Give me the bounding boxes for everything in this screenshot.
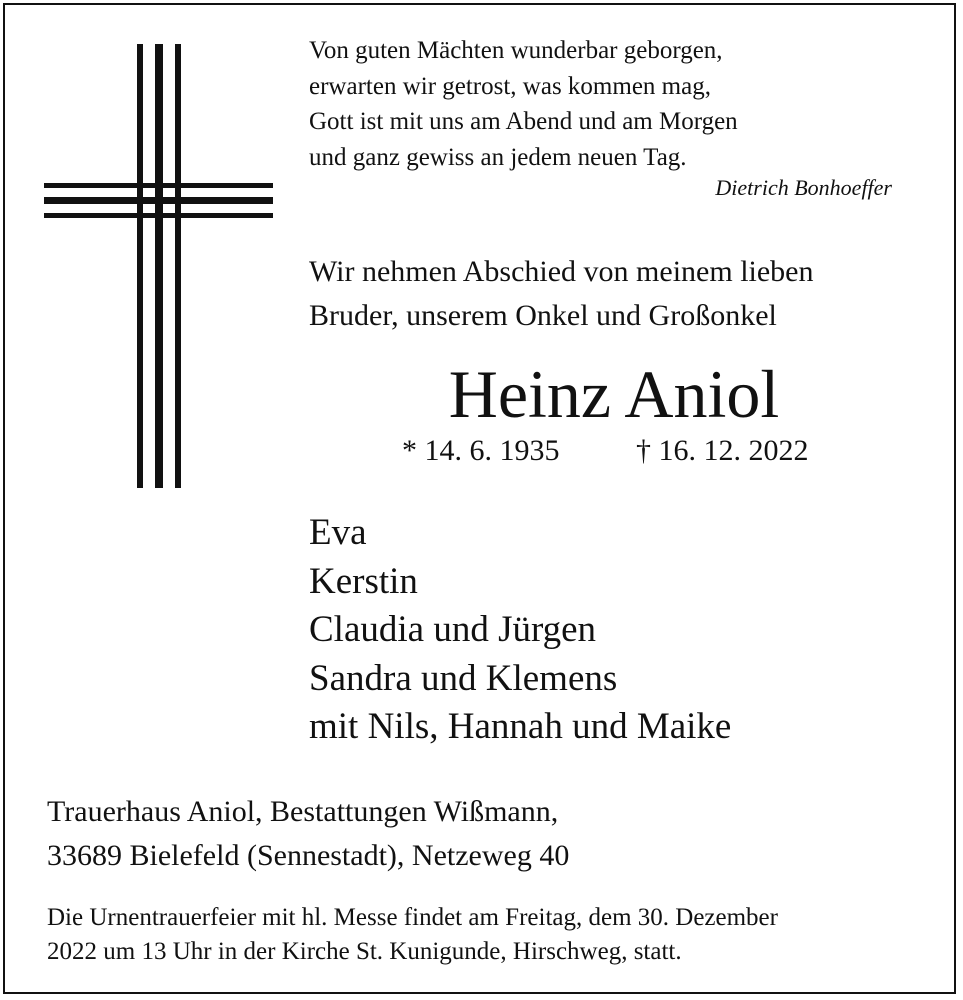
deceased-name: Heinz Aniol [448, 356, 780, 432]
mourner-entry: Claudia und Jürgen [309, 609, 597, 650]
mourners-list [309, 509, 731, 752]
intro-line: Bruder, unserem Onkel und Großonkel [309, 299, 777, 332]
poem-quote [309, 33, 738, 175]
service-line: Die Urnentrauerfeier mit hl. Messe findet am Freitag, dem 30. Dezember [47, 904, 778, 931]
mourner-entry: Kerstin [309, 560, 418, 602]
farewell-intro [309, 250, 814, 338]
service-notice [47, 901, 778, 969]
address-line: Trauerhaus Aniol, Bestattungen Wißmann, [47, 795, 559, 828]
mourner-entry: Eva [309, 512, 367, 553]
death-date: † 16. 12. 2022 [636, 434, 809, 467]
birth-date: * 14. 6. 1935 [402, 434, 560, 467]
intro-line: Wir nehmen Abschied von meinem lieben [309, 255, 814, 288]
address-line: 33689 Bielefeld (Sennestadt), Netzeweg 40 [47, 839, 570, 872]
poem-line: Gott ist mit uns am Abend und am Morgen [309, 108, 738, 135]
poem-line: und ganz gewiss an jedem neuen Tag. [309, 143, 687, 171]
poem-author: Dietrich Bonhoeffer [715, 175, 892, 200]
mourner-entry: Sandra und Klemens [309, 657, 618, 699]
service-line: 2022 um 13 Uhr in der Kirche St. Kunigunde, Hirschweg, statt. [47, 938, 682, 965]
funeral-home-address [47, 790, 569, 878]
mourner-entry: mit Nils, Hannah und Maike [309, 706, 732, 747]
poem-line: Von guten Mächten wunderbar geborgen, [309, 37, 723, 64]
poem-line: erwarten wir getrost, was kommen mag, [309, 72, 711, 100]
